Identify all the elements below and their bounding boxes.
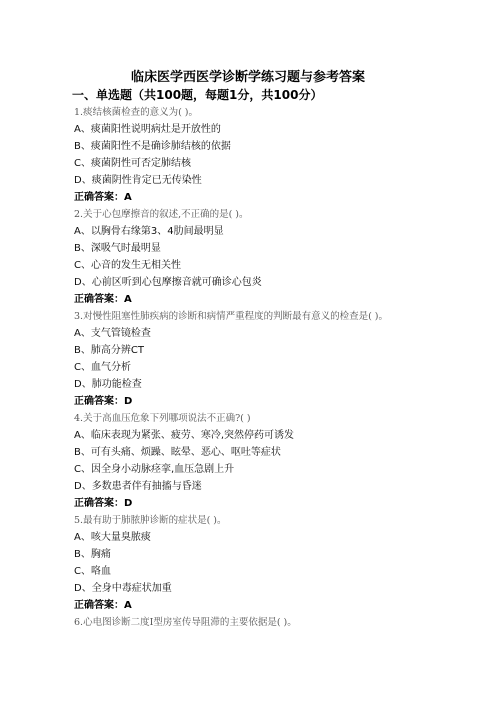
option-a: A、支气管镜检查 — [74, 328, 151, 339]
option-d: D、肺功能检查 — [74, 379, 142, 390]
option-c: C、因全身小动脉痉挛,血压急剧上升 — [74, 464, 235, 475]
answer-label: 正确答案： — [74, 396, 124, 407]
option-a: A、以胸骨右缘第3、4肋间最明显 — [74, 226, 224, 237]
question-stem: 4.关于高血压危象下列哪项说法不正确?( ) — [74, 413, 251, 424]
correct-answer — [74, 393, 434, 410]
question-stem: 5.最有助于肺脓肿诊断的症状是( )。 — [74, 515, 227, 526]
question-stem: 3.对慢性阻塞性肺疾病的诊断和病情严重程度的判断最有意义的检查是( )。 — [74, 311, 388, 322]
question-5 — [74, 512, 434, 614]
option-b: B、胸痛 — [74, 549, 111, 560]
answer-label: 正确答案： — [74, 600, 124, 611]
question-4 — [74, 410, 434, 512]
option-a: A、咳大量臭脓痰 — [74, 532, 151, 543]
answer-label: 正确答案： — [74, 498, 124, 509]
option-b: B、肺高分辨CT — [74, 345, 144, 356]
answer-label: 正确答案： — [74, 192, 124, 203]
option-d: D、痰菌阴性肯定已无传染性 — [74, 175, 202, 186]
answer-value: A — [124, 294, 132, 305]
question-list — [74, 104, 434, 631]
question-stem: 2.关于心包摩擦音的叙述,不正确的是( )。 — [74, 209, 249, 220]
question-2 — [74, 206, 434, 308]
option-c: C、血气分析 — [74, 362, 131, 373]
answer-label: 正确答案： — [74, 294, 124, 305]
page-title: 临床医学西医学诊断学练习题与参考答案 — [130, 70, 365, 85]
question-6 — [74, 614, 434, 631]
question-stem: 6.心电图诊断二度Ⅰ型房室传导阻滞的主要依据是( )。 — [74, 617, 297, 628]
question-stem: 1.痰结核菌检查的意义为( )。 — [74, 107, 198, 118]
option-c: C、咯血 — [74, 566, 111, 577]
question-1 — [74, 104, 434, 206]
option-d: D、心前区听到心包摩擦音就可确诊心包炎 — [74, 277, 262, 288]
option-a: A、临床表现为紧张、疲劳、寒冷,突然停药可诱发 — [74, 430, 295, 441]
question-3 — [74, 308, 434, 410]
option-b: B、痰菌阳性不是确诊肺结核的依据 — [74, 141, 231, 152]
section-heading: 一、单选题（共100题，每题1分，共100分） — [72, 88, 323, 102]
option-b: B、可有头痛、烦躁、眩晕、恶心、呕吐等症状 — [74, 447, 281, 458]
answer-value: A — [124, 600, 132, 611]
correct-answer — [74, 189, 434, 206]
answer-value: D — [124, 498, 133, 509]
option-c: C、痰菌阴性可否定肺结核 — [74, 158, 191, 169]
correct-answer — [74, 597, 434, 614]
option-c: C、心音的发生无相关性 — [74, 260, 181, 271]
answer-value: A — [124, 192, 132, 203]
correct-answer — [74, 495, 434, 512]
option-d: D、全身中毒症状加重 — [74, 583, 172, 594]
correct-answer — [74, 291, 434, 308]
option-b: B、深吸气时最明显 — [74, 243, 161, 254]
answer-value: D — [124, 396, 133, 407]
option-d: D、多数患者伴有抽搐与昏迷 — [74, 481, 202, 492]
option-a: A、痰菌阳性说明病灶是开放性的 — [74, 124, 221, 135]
